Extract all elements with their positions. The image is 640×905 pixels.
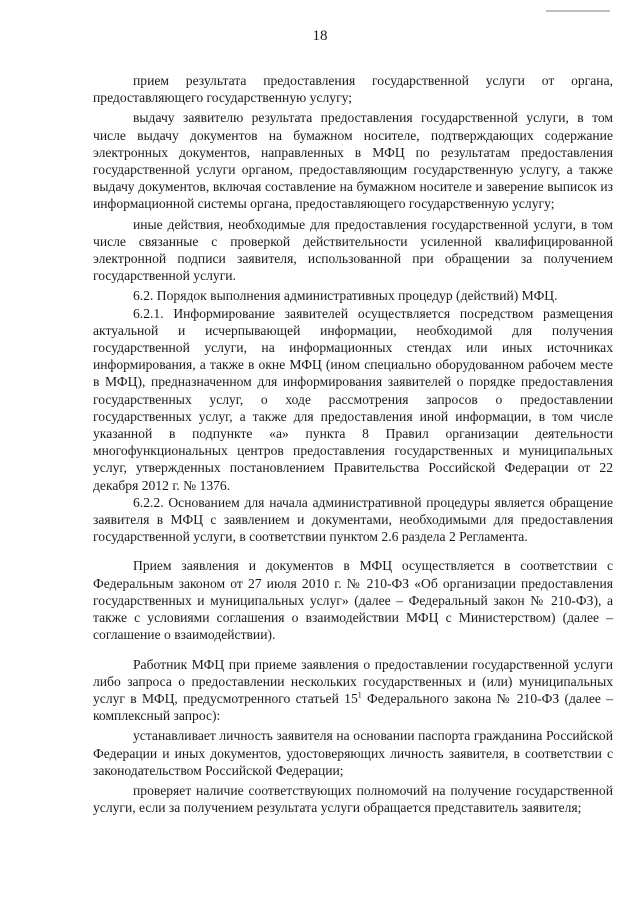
paragraph-6-2-1: 6.2.1. Информирование заявителей осуществляется посредством размещения актуальной и исчерпывающей информации, необходимой для получения государственной услуги, на информационных стендах или иных источниках информирования, а также в окне МФЦ (ином специально оборудованном рабочем месте в МФЦ), предназначенном для информирования заявителей о порядке предоставления государственных услуг, о ходе рассмотрения запросов о предоставлении государственных услуг, а также для предоставления иной информации, в том числе указанной в подпункте «а» пункта 8 Правил организации деятельности многофункциональных центров предоставления государственных и муниципальных услуг, утвержденных постановлением Правительства Российской Федерации от 22 декабря 2012 г. № 1376. [93, 305, 613, 493]
paragraph-6-2-2: 6.2.2. Основанием для начала административной процедуры является обращение заявителя в МФЦ с заявлением и документами, необходимыми для предоставления государственной услуги, в соответствии пунктом 2.6 раздела 2 Регламента. [93, 494, 613, 545]
document-body [93, 72, 613, 816]
page-number: 18 [312, 28, 328, 44]
section-heading-6-2: 6.2. Порядок выполнения административных процедур (действий) МФЦ. [133, 288, 558, 304]
paragraph-establish-identity: устанавливает личность заявителя на основании паспорта гражданина Российской Федерации и иных документов, удостоверяющих личность заявителя, в соответствии с законодательством Российской Федерации; [93, 728, 613, 778]
scan-artifact-mark [546, 10, 610, 12]
paragraph-mfc-worker-tail: Федерального закона № 210-ФЗ (далее – комплексный запрос): [93, 690, 613, 724]
paragraph-mfc-worker-text: Работник МФЦ при приеме заявления о предоставлении государственной услуги либо запроса о предоставлении нескольких государственных и (или) муниципальных услуг в МФЦ, предусмотренного статьей 15 [93, 656, 613, 706]
article-superscript: 1 [357, 690, 362, 700]
paragraph-check-authority: проверяет наличие соответствующих полномочий на получение государственной услуги, если за получением результата услуги обращается представитель заявителя; [93, 782, 613, 816]
paragraph-issue-result: выдачу заявителю результата предоставления государственной услуги, в том числе выдачу документов на бумажном носителе, подтверждающих содержание электронных документов, направленных в МФЦ по результатам предоставления государственной услуги органом, предоставляющим государственную услугу, а также выдачу документов, включая составление на бумажном носителе и заверение выписок из информационной системы органа, предоставляющего государственную услугу; [93, 110, 613, 212]
paragraph-mfc-worker [93, 656, 613, 725]
paragraph-other-actions: иные действия, необходимые для предоставления государственной услуги, в том числе связанные с проверкой действительности усиленной квалифицированной электронной подписи заявителя, использованной при обращении за получением государственной услуги. [93, 216, 613, 284]
paragraph-receipt-of-application: Прием заявления и документов в МФЦ осуществляется в соответствии с Федеральным законом от 27 июля 2010 г. № 210-ФЗ «Об организации предоставления государственных и муниципальных услуг» (далее – Федеральный закон № 210-ФЗ), а также с условиями соглашения о взаимодействии МФЦ с Министерством) (далее – соглашение о взаимодействии). [93, 558, 613, 643]
paragraph-receive-result: прием результата предоставления государственной услуги от органа, предоставляющего государственную услугу; [93, 73, 613, 106]
